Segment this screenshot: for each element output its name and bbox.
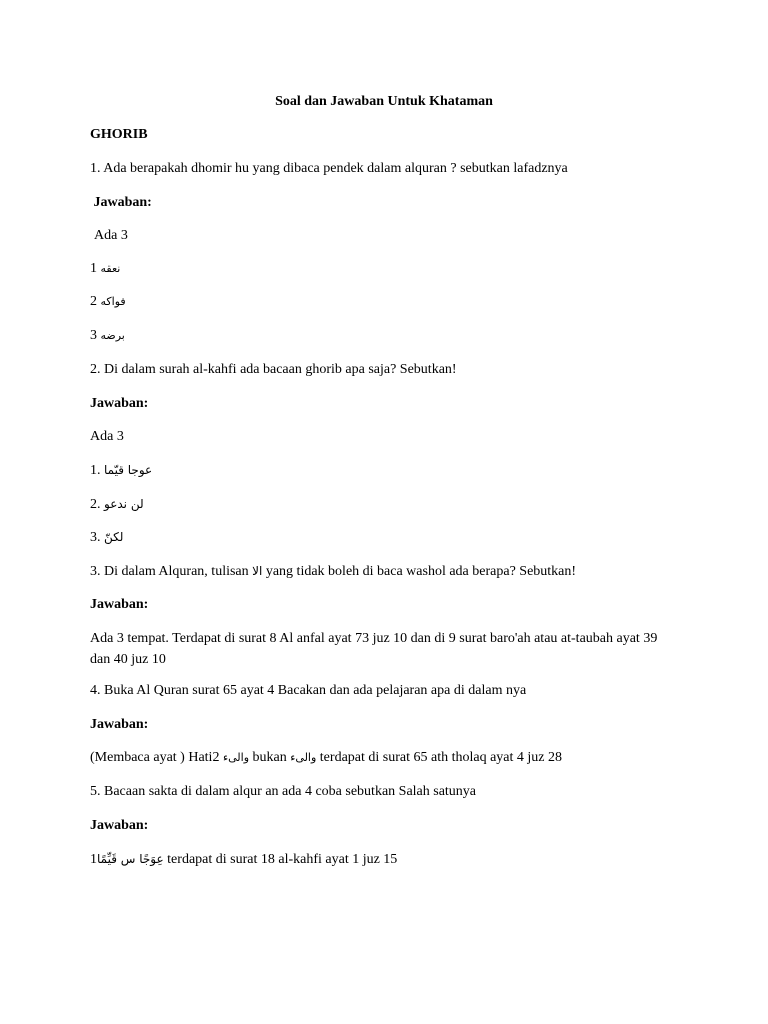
item-number: 1 — [90, 852, 97, 867]
answer-1-item-2 — [90, 292, 680, 312]
answer-4-text-2: bukan — [252, 750, 287, 765]
answer-1-item-1 — [90, 259, 680, 279]
question-3-text-before: 3. Di dalam Alquran, tulisan — [90, 564, 249, 579]
item-number: 3 — [90, 328, 97, 343]
answer-1-item-3 — [90, 326, 680, 346]
answer-2-item-2 — [90, 494, 680, 515]
question-1: 1. Ada berapakah dhomir hu yang dibaca pendek dalam alquran ? sebutkan lafadznya — [90, 161, 568, 176]
answer-4-text-1: (Membaca ayat ) Hati2 — [90, 750, 220, 765]
arabic-word: نعقه — [100, 262, 121, 275]
answer-label-3: Jawaban: — [90, 597, 149, 612]
answer-1-count: Ada 3 — [94, 228, 128, 243]
arabic-phrase: لن ندعو — [104, 497, 144, 511]
arabic-word: الا — [252, 564, 263, 578]
question-4: 4. Buka Al Quran surat 65 ayat 4 Bacakan dan ada pelajaran apa di dalam nya — [90, 683, 527, 698]
answer-label-4: Jawaban: — [90, 717, 149, 732]
answer-4 — [90, 748, 680, 768]
section-heading: GHORIB — [90, 127, 148, 142]
document-title: Soal dan Jawaban Untuk Khataman — [275, 94, 493, 109]
question-2: 2. Di dalam surah al-kahfi ada bacaan ghorib apa saja? Sebutkan! — [90, 362, 457, 377]
answer-4-text-3: terdapat di surat 65 ath tholaq ayat 4 juz 28 — [319, 750, 563, 765]
answer-label-1: Jawaban: — [90, 195, 152, 210]
answer-2-item-3 — [90, 527, 680, 548]
item-number: 2 — [90, 294, 97, 309]
arabic-word: والىء — [222, 751, 250, 764]
arabic-phrase: عِوَجًا س قَيِّمًا — [97, 852, 164, 866]
arabic-word: برضه — [100, 329, 125, 342]
arabic-word: فواكه — [100, 295, 126, 308]
question-5: 5. Bacaan sakta di dalam alqur an ada 4 coba sebutkan Salah satunya — [90, 784, 477, 799]
answer-5 — [90, 849, 680, 870]
answer-label-5: Jawaban: — [90, 818, 149, 833]
item-number: 1. — [90, 463, 101, 478]
answer-3: Ada 3 tempat. Terdapat di surat 8 Al anfal ayat 73 juz 10 dan di 9 surat baro'ah atau at-taubah ayat 39 dan 40 juz 10 — [90, 631, 658, 667]
answer-2-count: Ada 3 — [90, 429, 124, 444]
question-3 — [90, 561, 680, 582]
item-number: 2. — [90, 497, 101, 512]
arabic-word: والىء — [290, 751, 317, 764]
item-number: 3. — [90, 530, 101, 545]
arabic-phrase: عوجا قيّما — [104, 463, 153, 477]
answer-2-item-1 — [90, 460, 680, 481]
item-number: 1 — [90, 261, 97, 276]
arabic-phrase: لكنّ — [104, 530, 124, 544]
question-3-text-after: yang tidak boleh di baca washol ada berapa? Sebutkan! — [265, 564, 577, 579]
answer-label-2: Jawaban: — [90, 396, 149, 411]
answer-5-text: terdapat di surat 18 al-kahfi ayat 1 juz 15 — [167, 852, 398, 867]
